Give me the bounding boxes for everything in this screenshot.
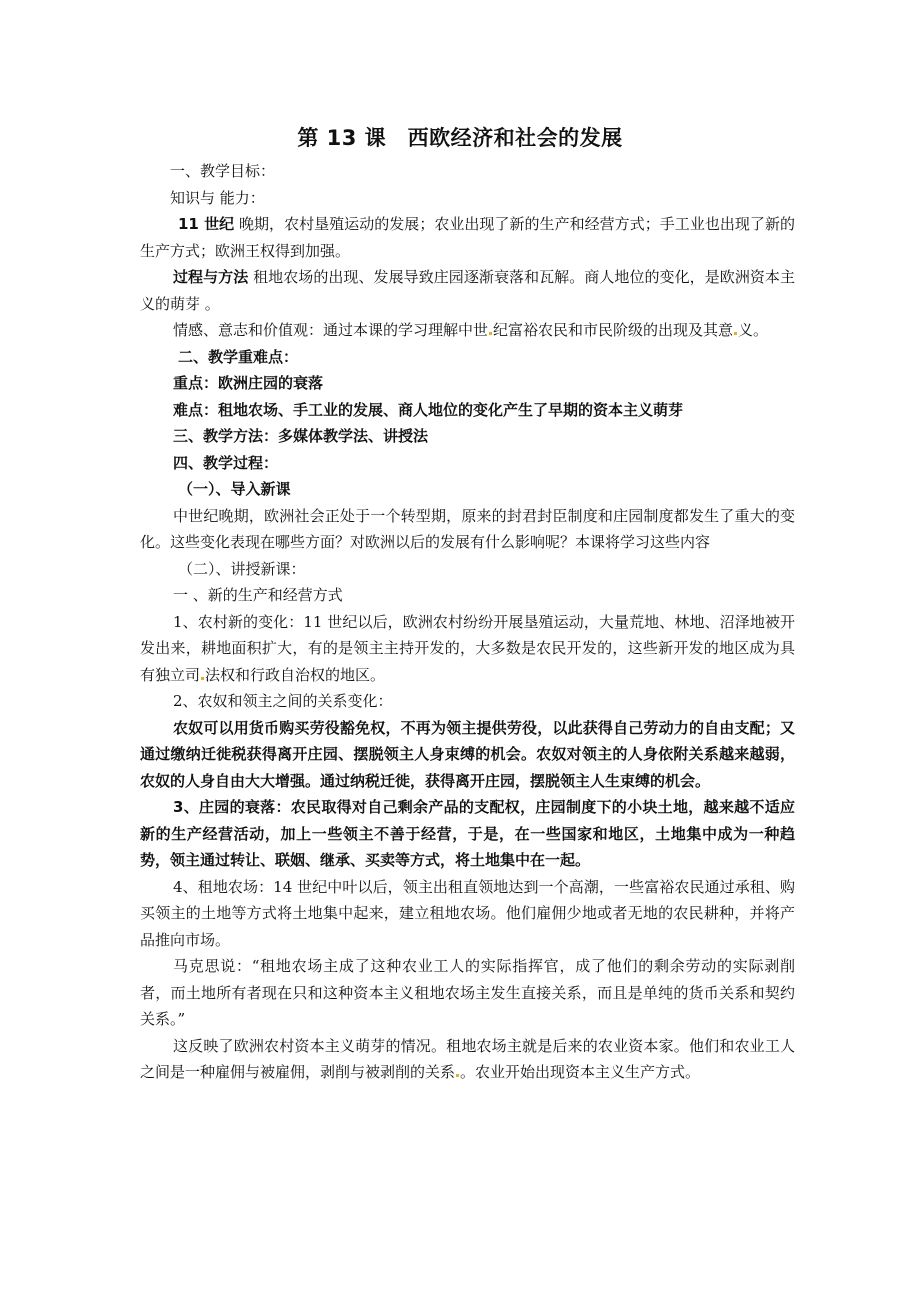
- objective-3-text-c: 义。: [738, 321, 769, 339]
- item-4-paragraph: 4、租地农场：14 世纪中叶以后，领主出租直领地达到一个高潮，一些富裕农民通过承租、购买领主的土地等方式将土地集中起来，建立租地农场。他们雇佣少地或者无地的农民耕种，并将产品推向市场。: [140, 877, 795, 949]
- document-body: [140, 158, 795, 1086]
- item-2-paragraph: 农奴可以用货币购买劳役豁免权，不再为领主提供劳役，以此获得自己劳动力的自由支配；又通过缴纳迁徙税获得离开庄园、摆脱领主人身束缚的机会。农奴对领主的人身依附关系越来越弱，农奴的人身自由大大增强。通过纳税迁徙，获得离开庄园，摆脱领主人生束缚的机会。: [140, 718, 795, 790]
- objective-2-text: 租地农场的出现、发展导致庄园逐渐衰落和瓦解。商人地位的变化，是欧洲资本主义的萌芽 。: [140, 268, 795, 313]
- objective-paragraph-3: [140, 317, 795, 344]
- new-lesson-heading: （二）、讲授新课：: [178, 559, 306, 578]
- difficult-point: 难点：租地农场、手工业的发展、商人地位的变化产生了早期的资本主义萌芽: [173, 400, 684, 419]
- reflection-paragraph: [140, 1033, 795, 1086]
- objective-3-text-b: 纪富裕农民和市民阶级的出现及其意: [493, 321, 734, 339]
- edit-mark: [456, 1074, 459, 1077]
- knowledge-ability-label: 知识与 能力：: [170, 188, 265, 207]
- edit-mark: [201, 677, 204, 680]
- key-point: 重点：欧洲庄园的衰落: [173, 374, 324, 392]
- objective-2-bold: 过程与方法: [173, 268, 249, 286]
- item-1-text-b: 法权和行政自治权的地区。: [205, 665, 386, 684]
- section-1-heading: 一、教学目标：: [170, 162, 276, 180]
- section-3-heading: 三、教学方法：多媒体教学法、讲授法: [173, 427, 429, 445]
- intro-paragraph: 中世纪晚期，欧洲社会正处于一个转型期，原来的封君封臣制度和庄园制度都发生了重大的变化。这些变化表现在哪些方面？对欧洲以后的发展有什么影响呢？本课将学习这些内容: [140, 506, 795, 551]
- objective-1-text: 晚期，农村垦殖运动的发展；农业出现了新的生产和经营方式；手工业也出现了新的生产方式；欧洲王权得到加强。: [140, 215, 795, 260]
- marx-quote: 马克思说：“租地农场主成了这种农业工人的实际指挥官，成了他们的剩余劳动的实际剥削者，而土地所有者现在只和这种资本主义租地农场主发生直接关系，而且是单纯的货币关系和契约关系。”: [140, 957, 795, 1028]
- edit-mark: [734, 332, 737, 335]
- objective-1-bold: 11 世纪: [178, 215, 235, 233]
- item-2-heading: 2、农奴和领主之间的关系变化：: [173, 692, 393, 710]
- new-lesson-subheading: 一 、新的生产和经营方式: [173, 586, 343, 604]
- section-4-heading: 四、教学过程：: [173, 453, 279, 472]
- intro-heading: （一）、导入新课: [178, 480, 291, 498]
- edit-mark: [489, 332, 492, 335]
- section-2-heading: 二、教学重难点：: [178, 347, 299, 366]
- reflection-text-a: 这反映了欧洲农村资本主义萌芽的情况。租地农场主就是后来的农业资本家。他们和农业工人之间是一种雇佣与被雇佣，剥削与被剥削的关系: [140, 1036, 795, 1081]
- reflection-text-c: 农业开始出现资本主义生产方式。: [475, 1063, 701, 1081]
- objective-3-text-a: 情感、意志和价值观：通过本课的学习理解中世: [173, 321, 489, 339]
- item-1-paragraph: [140, 609, 795, 689]
- item-3-paragraph: 3、庄园的衰落：农民取得对自己剩余产品的支配权，庄园制度下的小块土地，越来越不适应新的生产经营活动，加上一些领主不善于经营，于是，在一些国家和地区，土地集中成为一种趋势，领主通过转让、联姻、继承、买卖等方式，将土地集中在一起。: [140, 798, 795, 869]
- item-1-text-a: 1、农村新的变化：11 世纪以后，欧洲农村纷纷开展垦殖运动，大量荒地、林地、沼泽地被开发出来，耕地面积扩大，有的是领主主持开发的，大多数是农民开发的，这些新开发的地区成为具有独立司: [140, 612, 795, 684]
- objective-paragraph-1: [140, 211, 795, 264]
- reflection-text-b: 。: [460, 1063, 476, 1081]
- objective-paragraph-2: [140, 264, 795, 317]
- page-title: 第 13 课 西欧经济和社会的发展: [297, 126, 623, 150]
